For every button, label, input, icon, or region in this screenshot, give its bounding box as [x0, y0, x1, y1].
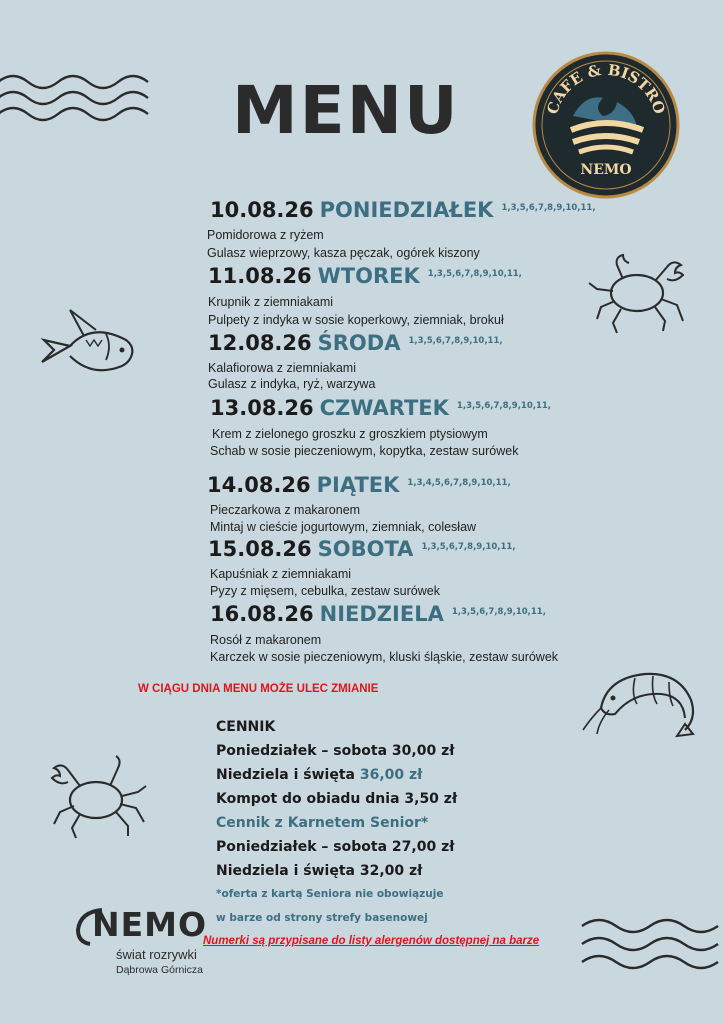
main-dish-item: Pyzy z mięsem, cebulka, zestaw surówek: [210, 584, 440, 598]
waves-icon: [0, 74, 118, 134]
day-name: SOBOTA: [317, 537, 414, 561]
allergen-note: Numerki są przypisane do listy alergenów dostępnej na barze: [203, 935, 540, 947]
price-weekday: Poniedziałek – sobota 30,00 zł: [216, 743, 455, 759]
senior-offer-note: *oferta z kartą Seniora nie obowiązuje: [216, 888, 444, 900]
day-date: 13.08.26: [210, 396, 314, 420]
day-name: WTOREK: [317, 264, 420, 288]
crab-icon: [585, 245, 695, 345]
brand-name: NEMO: [92, 905, 208, 944]
waves-icon: [582, 918, 724, 978]
allergen-numbers: 1,3,5,6,7,8,9,10,11,: [501, 203, 596, 213]
senior-price-weekday: Poniedziałek – sobota 27,00 zł: [216, 839, 455, 855]
soup-item: Kalafiorowa z ziemniakami: [208, 361, 356, 375]
allergen-numbers: 1,3,5,6,7,8,9,10,11,: [451, 607, 546, 617]
day-heading-sunday: [210, 602, 546, 626]
day-date: 16.08.26: [210, 602, 314, 626]
day-name: PONIEDZIAŁEK: [319, 198, 494, 222]
day-heading-friday: [207, 473, 511, 497]
brand-city: Dąbrowa Górnicza: [116, 964, 203, 976]
main-dish-item: Karczek w sosie pieczeniowym, kluski śląskie, zestaw surówek: [210, 650, 559, 664]
day-name: ŚRODA: [317, 331, 401, 355]
crab-icon: [40, 748, 150, 848]
soup-item: Pieczarkowa z makaronem: [210, 503, 361, 517]
day-heading-wednesday: [208, 331, 503, 355]
soup-item: Rosół z makaronem: [210, 633, 322, 647]
main-dish-item: Mintaj w cieście jogurtowym, ziemniak, colesław: [210, 520, 477, 534]
senior-price-holiday: Niedziela i święta 32,00 zł: [216, 863, 423, 879]
page-title: MENU: [232, 72, 460, 149]
allergen-numbers: 1,3,5,6,7,8,9,10,11,: [456, 401, 552, 411]
price-holiday-label: Niedziela i święta: [216, 767, 360, 783]
soup-item: Krem z zielonego groszku z groszkiem ptysiowym: [212, 427, 488, 441]
price-holiday-value: 36,00 zł: [359, 767, 423, 783]
soup-item: Krupnik z ziemniakami: [208, 295, 334, 309]
allergen-numbers: 1,3,5,6,7,8,9,10,11,: [421, 542, 516, 552]
day-heading-monday: [210, 198, 596, 222]
day-date: 14.08.26: [207, 473, 311, 497]
allergen-numbers: 1,3,5,6,7,8,9,10,11,: [408, 336, 503, 346]
menu-change-warning: W CIĄGU DNIA MENU MOŻE ULEC ZMIANIE: [138, 683, 379, 695]
day-name: CZWARTEK: [319, 396, 449, 420]
day-heading-thursday: [210, 396, 551, 420]
main-dish-item: Schab w sosie pieczeniowym, kopytka, zestaw surówek: [210, 444, 519, 458]
price-holiday: [216, 767, 422, 783]
allergen-numbers: 1,3,4,5,6,7,8,9,10,11,: [407, 478, 511, 488]
soup-item: Kapuśniak z ziemniakami: [210, 567, 352, 581]
day-date: 15.08.26: [208, 537, 312, 561]
allergen-numbers: 1,3,5,6,7,8,9,10,11,: [427, 269, 522, 279]
logo-top-text: CAFE & BISTRO: [543, 60, 669, 117]
soup-item: Pomidorowa z ryżem: [207, 228, 324, 242]
day-date: 11.08.26: [208, 264, 312, 288]
day-name: PIĄTEK: [316, 473, 400, 497]
fish-icon: [40, 306, 140, 386]
day-heading-saturday: [208, 537, 516, 561]
brand-subtitle: świat rozrywki: [116, 947, 197, 962]
day-date: 10.08.26: [210, 198, 314, 222]
logo-bottom-text: NEMO: [580, 162, 632, 178]
price-list-heading: CENNIK: [216, 719, 276, 735]
main-dish-item: Gulasz wieprzowy, kasza pęczak, ogórek kiszony: [207, 246, 480, 260]
main-dish-item: Pulpety z indyka w sosie koperkowy, ziemniak, brokuł: [208, 313, 504, 327]
day-date: 12.08.26: [208, 331, 312, 355]
day-heading-tuesday: [208, 264, 522, 288]
day-name: NIEDZIELA: [319, 602, 444, 626]
shrimp-icon: [583, 668, 703, 748]
cafe-bistro-logo: [531, 50, 681, 200]
location-note: w barze od strony strefy basenowej: [216, 912, 428, 924]
price-kompot: Kompot do obiadu dnia 3,50 zł: [216, 791, 458, 807]
senior-price-heading: Cennik z Karnetem Senior*: [216, 815, 429, 831]
main-dish-item: Gulasz z indyka, ryż, warzywa: [208, 377, 376, 391]
